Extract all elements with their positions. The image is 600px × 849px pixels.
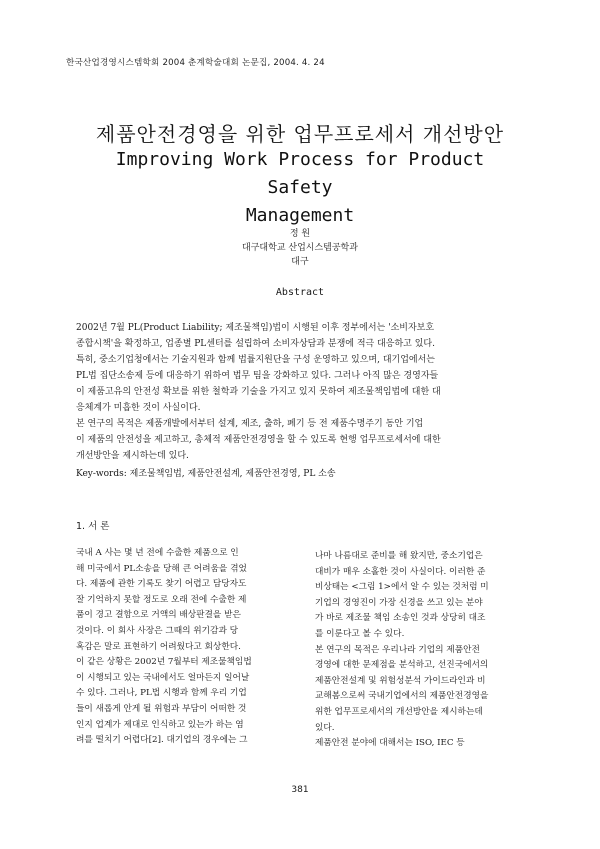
paper-title-english bbox=[80, 146, 520, 230]
abstract-body bbox=[76, 320, 532, 464]
author-location: 대구 bbox=[291, 257, 309, 267]
abstract-line: 응체계가 미흡한 것이 사실이다. bbox=[76, 403, 201, 413]
body-text-line: 이 같은 상황은 2002년 7월부터 제조물책임법 bbox=[76, 657, 252, 668]
body-text-line: 다. 제품에 관한 기록도 찾기 어렵고 담당자도 bbox=[76, 579, 247, 590]
abstract-line: 종합시책'을 확정하고, 업종별 PL센터를 설립하여 소비자상담과 분쟁에 적극 대응하고 있다. bbox=[76, 339, 435, 349]
body-text-line: 교해봄으로써 국내기업에서의 제품안전경영을 bbox=[315, 691, 489, 702]
body-text-line: 수 있다. 그러나, PL법 시행과 함께 우리 기업 bbox=[76, 688, 247, 699]
page-number: 381 bbox=[291, 785, 309, 795]
abstract-line: 본 연구의 목적은 제품개발에서부터 설계, 제조, 출하, 폐기 등 전 제품수명주기 동안 기업 bbox=[76, 419, 424, 429]
body-text-line: 인지 업계가 제대로 인식하고 있는가 하는 염 bbox=[76, 719, 244, 730]
body-text-line: 잘 기억하지 못할 정도로 오래 전에 수출한 제 bbox=[76, 594, 247, 605]
abstract-heading: Abstract bbox=[275, 287, 325, 298]
running-header: 한국산업경영시스템학회 2004 춘계학술대회 논문집, 2004. 4. 24 bbox=[66, 58, 325, 68]
section-title: 1. 서 론 bbox=[76, 521, 110, 532]
body-text-line: 혹감은 말로 표현하기 어려웠다고 회상한다. bbox=[76, 641, 241, 652]
paper-title-english-line-2: Management bbox=[245, 205, 355, 226]
body-text-line: 해 미국에서 PL소송을 당해 큰 어려움을 겪었 bbox=[76, 563, 247, 574]
body-column-left bbox=[76, 546, 296, 749]
body-text-line: 비상태는 <그림 1>에서 알 수 있는 것처럼 미 bbox=[315, 582, 489, 593]
paper-title-english-line-1: Improving Work Process for Product Safety bbox=[115, 149, 485, 198]
body-text-line: 제품안전 분야에 대해서는 ISO, IEC 등 bbox=[315, 738, 465, 749]
body-text-line: 려를 떨치기 어렵다[2]. 대기업의 경우에는 그 bbox=[76, 735, 248, 746]
body-text-line: 나마 나름대로 준비를 해 왔지만, 중소기업은 bbox=[315, 551, 483, 561]
abstract-line: PL법 집단소송제 등에 대응하기 위하여 법무 팀을 강화하고 있다. 그러나 아직 많은 경영자들 bbox=[76, 371, 439, 381]
body-text-line: 경영에 대한 문제점을 분석하고, 선진국에서의 bbox=[315, 660, 489, 671]
abstract-line: 이 제품고유의 안전성 확보를 위한 철학과 기술을 가지고 있지 못하여 제조물책임법에 대한 대 bbox=[76, 387, 441, 397]
body-text-line: 본 연구의 목적은 우리나라 기업의 제품안전 bbox=[315, 644, 480, 655]
abstract-line: 2002년 7월 PL(Product Liability; 제조물책임)법이 시행된 이후 정부에서는 '소비자보호 bbox=[76, 323, 435, 333]
body-text-line: 것이다. 이 회사 사장은 그때의 위기감과 당 bbox=[76, 625, 238, 636]
paper-title-korean: 제품안전경영을 위한 업무프로세서 개선방안 bbox=[95, 122, 505, 146]
body-text-line: 제품안전설계 및 위험성분석 가이드라인과 비 bbox=[315, 675, 486, 686]
body-text-line: 위한 업무프로세서의 개선방안을 제시하는데 bbox=[315, 706, 483, 717]
body-text-line: 있다. bbox=[315, 722, 335, 733]
body-text-line: 대비가 매우 소홀한 것이 사실이다. 이러한 준 bbox=[315, 566, 486, 577]
body-text-line: 국내 A 사는 몇 년 전에 수출한 제품으로 인 bbox=[76, 548, 239, 558]
body-text-line: 기업의 경영진이 가장 신경을 쓰고 있는 분야 bbox=[315, 597, 483, 608]
abstract-line: 이 제품의 안전성을 제고하고, 총체적 제품안전경영을 할 수 있도록 현행 업무프로세서에 대한 bbox=[76, 435, 441, 445]
author-block bbox=[0, 227, 600, 269]
keywords: Key-words: 제조물책임법, 제품안전설계, 제품안전경영, PL 소송 bbox=[76, 469, 336, 479]
author-affiliation: 대구대학교 산업시스템공학과 bbox=[242, 243, 358, 253]
author-name: 정 원 bbox=[289, 229, 311, 239]
abstract-line: 특히, 중소기업청에서는 기술지원과 함께 법률지원단을 구성 운영하고 있으며, 대기업에서는 bbox=[76, 355, 435, 365]
body-text-line: 들이 새롭게 안게 될 위험과 부담이 어떠한 것 bbox=[76, 703, 247, 714]
body-column-right bbox=[315, 549, 533, 752]
body-text-line: 품이 경고 결함으로 거액의 배상판결을 받은 bbox=[76, 610, 241, 621]
body-text-line: 이 시행되고 있는 국내에서도 얼마든지 일어날 bbox=[76, 672, 250, 683]
abstract-line: 개선방안을 제시하는데 있다. bbox=[76, 451, 189, 461]
body-text-line: 가 바로 제조물 책임 소송인 것과 상당히 대조 bbox=[315, 613, 486, 624]
body-text-line: 를 이룬다고 볼 수 있다. bbox=[315, 628, 405, 639]
